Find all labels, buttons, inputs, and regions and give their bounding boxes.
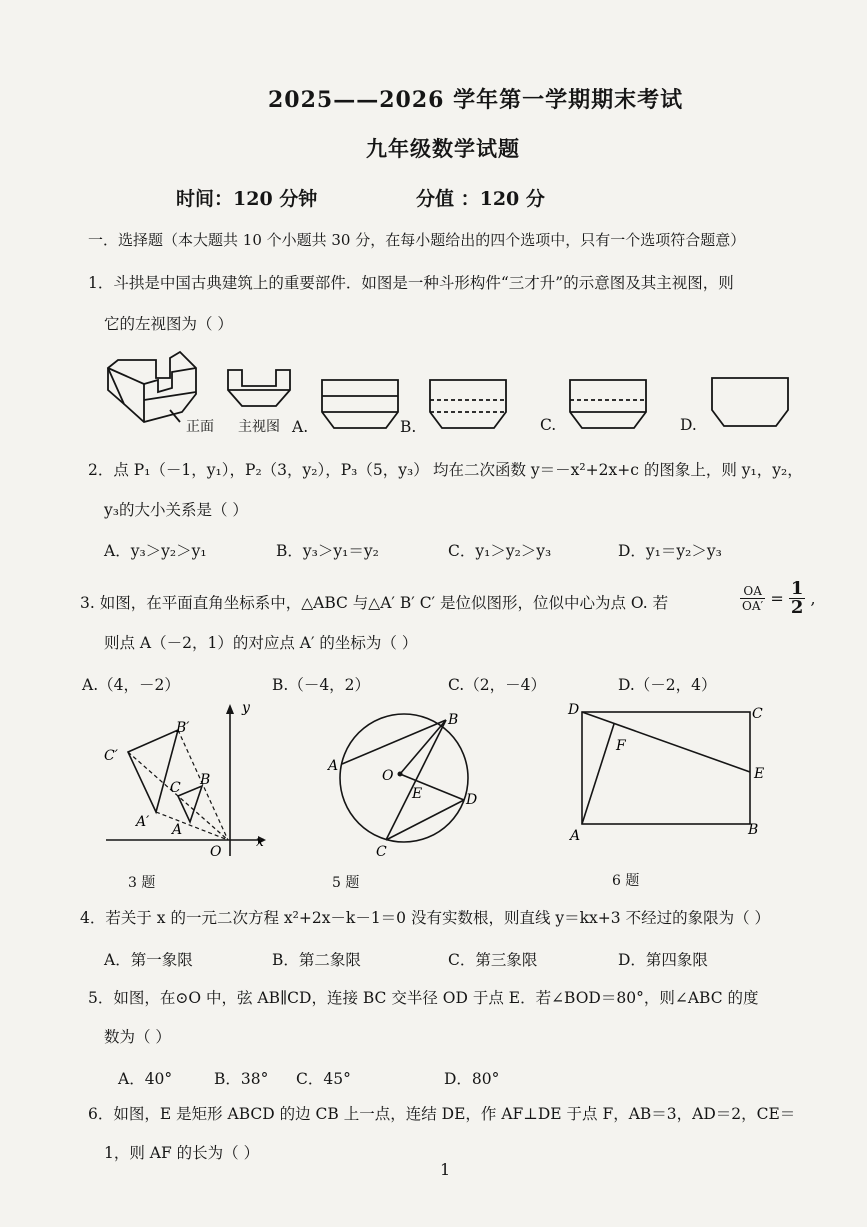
q3-ratio-den: 2 — [790, 597, 804, 618]
figure-3 — [100, 700, 280, 862]
q1-option-b: B. — [400, 418, 417, 436]
label-a: A — [570, 828, 581, 844]
label-c: C — [170, 780, 181, 796]
page-number: 1 — [440, 1160, 451, 1179]
q2-option-c: C．y₁＞y₂＞y₃ — [448, 542, 552, 560]
caption-5: 5 题 — [332, 875, 360, 891]
chord-ab — [342, 720, 446, 764]
q1-option-d: D. — [680, 416, 697, 434]
q3-option-d: D.（－2，4） — [618, 676, 717, 694]
label-a: A — [328, 758, 339, 774]
score-label: 分值 ：120 分 — [416, 188, 545, 210]
q4-option-b: B．第二象限 — [272, 951, 361, 969]
label-e: E — [412, 786, 423, 802]
label-b: B — [448, 712, 459, 728]
q1-label-front: 正面 — [186, 419, 214, 435]
caption-6: 6 题 — [612, 873, 640, 889]
exam-subtitle: 九年级数学试题 — [366, 136, 520, 161]
label-a: A — [172, 822, 183, 838]
q6-line2: 1，则 AF 的长为（ ） — [104, 1144, 260, 1162]
circle-o — [340, 714, 468, 842]
q3-equals: = — [770, 589, 784, 608]
triangle-abc — [178, 786, 202, 822]
segment-af — [582, 724, 614, 824]
q3-fraction — [740, 580, 816, 617]
label-bp: B′ — [176, 720, 190, 736]
q5-option-d: D．80° — [444, 1070, 500, 1088]
radius-od — [400, 774, 464, 800]
q1-option-a: A. — [292, 418, 309, 436]
rectangle-abcd — [582, 712, 750, 824]
label-d: D — [568, 702, 580, 718]
q3-ratio-fraction — [789, 580, 806, 617]
segment-de — [582, 712, 750, 772]
label-cp: C′ — [104, 748, 118, 764]
q2-option-d: D．y₁＝y₂＞y₃ — [618, 542, 722, 560]
label-ap: A′ — [136, 814, 150, 830]
q1-option-a-shape — [322, 380, 398, 428]
q5-line1: 5．如图，在⊙O 中，弦 AB∥CD，连接 BC 交半径 OD 于点 E．若∠BOD＝80°，则∠ABC 的度 — [88, 989, 759, 1007]
label-c: C — [752, 706, 763, 722]
q3-oa-fraction — [740, 584, 765, 613]
center-o-dot — [398, 772, 403, 777]
q1-label-main-view: 主视图 — [238, 419, 280, 435]
q3-option-c: C.（2，－4） — [448, 676, 546, 694]
q1-option-b-shape — [430, 380, 506, 428]
q5-option-b: B．38° — [214, 1070, 269, 1088]
figure-6 — [560, 698, 780, 848]
label-o: O — [382, 768, 394, 784]
figure-5 — [318, 700, 494, 862]
q2-option-b: B．y₃＞y₁＝y₂ — [276, 542, 379, 560]
label-c: C — [376, 844, 387, 860]
y-axis-arrow — [226, 704, 234, 714]
exam-title: 2025——2026 学年第一学期期末考试 — [268, 87, 684, 113]
q3-line1: 3. 如图，在平面直角坐标系中，△ABC 与△A′ B′ C′ 是位似图形，位似中心为点 O. 若 — [80, 594, 669, 612]
q4-line1: 4．若关于 x 的一元二次方程 x²+2x－k－1＝0 没有实数根，则直线 y＝kx+3 不经过的象限为（ ） — [80, 909, 770, 927]
q1-option-c: C. — [540, 416, 557, 434]
q2-line2: y₃的大小关系是（ ） — [104, 501, 248, 519]
q6-line1: 6．如图，E 是矩形 ABCD 的边 CB 上一点，连结 DE，作 AF⊥DE 于点 F，AB＝3，AD＝2，CE＝ — [88, 1105, 796, 1123]
q2-option-a: A．y₃＞y₂＞y₁ — [104, 542, 207, 560]
q3-comma: , — [810, 589, 816, 608]
label-x: x — [256, 834, 264, 850]
q4-option-d: D．第四象限 — [618, 951, 708, 969]
section-heading: 一．选择题（本大题共 10 个小题共 30 分，在每小题给出的四个选项中，只有一个选项符合题意） — [88, 231, 746, 249]
time-label: 时间：120 分钟 — [176, 188, 318, 210]
label-y: y — [242, 700, 250, 716]
q3-frac-num: OA — [740, 584, 765, 599]
q1-line2: 它的左视图为（ ） — [104, 315, 233, 333]
q3-option-b: B.（－4，2） — [272, 676, 371, 694]
label-e: E — [754, 766, 765, 782]
q1-main-view — [228, 370, 290, 406]
q5-line2: 数为（ ） — [104, 1028, 171, 1046]
q2-line1-points: 2．点 P₁（－1，y₁），P₂（3，y₂），P₃（5，y₃） — [88, 461, 429, 479]
caption-3: 3 题 — [128, 875, 156, 891]
q1-option-c-shape — [570, 380, 646, 428]
q3-ratio-num: 1 — [790, 578, 804, 599]
q5-option-a: A．40° — [118, 1070, 173, 1088]
label-o: O — [210, 844, 222, 860]
q1-option-d-shape — [712, 378, 788, 426]
q5-option-c: C．45° — [296, 1070, 351, 1088]
q3-line2: 则点 A（－2，1）的对应点 A′ 的坐标为（ ） — [104, 634, 418, 652]
q1-line1: 1．斗拱是中国古典建筑上的重要部件．如图是一种斗形构件“三才升”的示意图及其主视图，则 — [88, 274, 734, 292]
label-b: B — [748, 822, 759, 838]
q3-frac-den: OA′ — [742, 599, 764, 613]
q4-option-c: C．第三象限 — [448, 951, 538, 969]
q2-line1-func: 均在二次函数 y＝－x²+2x+c 的图象上，则 y₁，y₂， — [433, 461, 803, 479]
q4-option-a: A．第一象限 — [104, 951, 193, 969]
q1-3d-block — [108, 352, 196, 422]
label-d: D — [466, 792, 478, 808]
q3-option-a: A.（4，－2） — [82, 676, 180, 694]
label-b: B — [200, 772, 211, 788]
label-f: F — [616, 738, 626, 754]
triangle-apbpcp — [128, 730, 178, 812]
